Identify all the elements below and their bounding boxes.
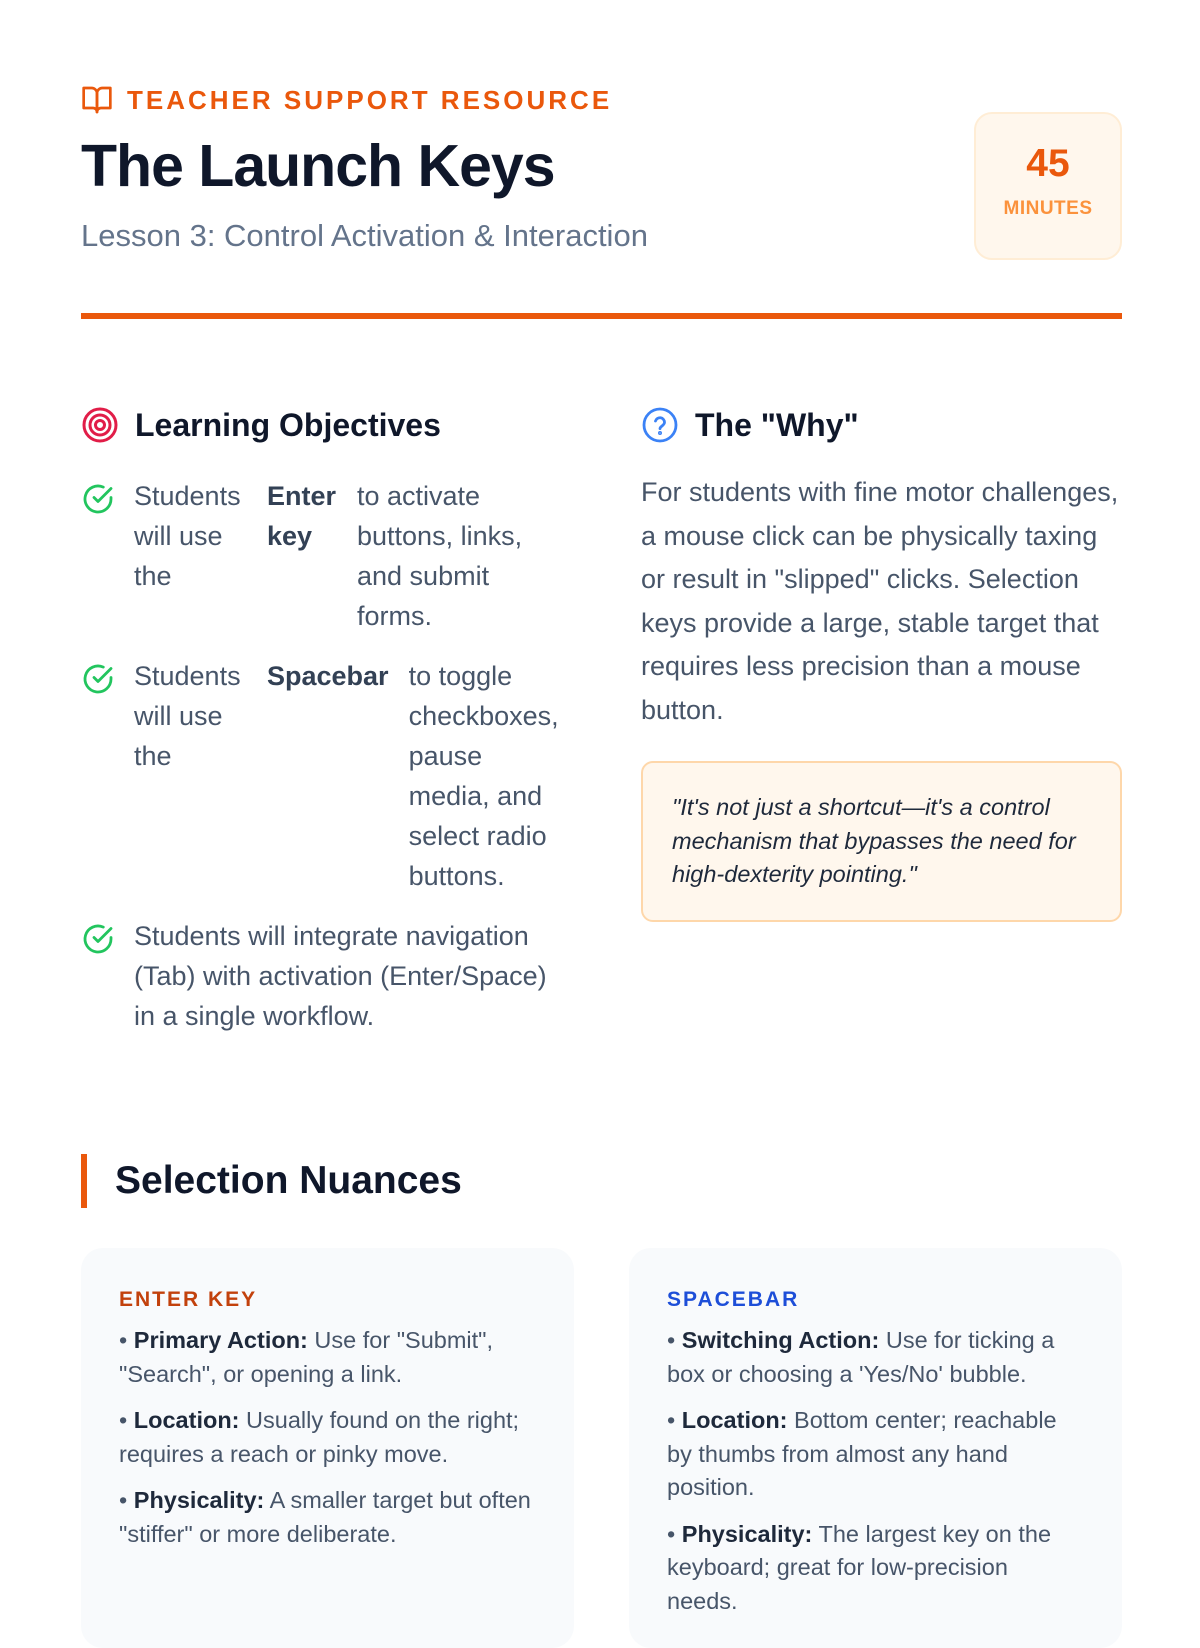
spacebar-card xyxy=(629,1248,1122,1648)
objective-text: Students will integrate navigation (Tab) with activation (Enter/Space) in a single workflow. xyxy=(134,921,547,1031)
card-item: • Location: Bottom center; reachable by thumbs from almost any hand position. xyxy=(667,1407,1057,1500)
header xyxy=(81,82,1122,253)
duration-badge xyxy=(974,112,1122,260)
card-item-text: Use for ticking a box or choosing a 'Yes/No' bubble. xyxy=(667,1327,1055,1387)
nuances-heading: Selection Nuances xyxy=(115,1159,462,1202)
objective-text: to activate buttons, links, and submit forms. xyxy=(357,481,523,631)
check-circle-icon xyxy=(81,922,115,956)
check-circle-icon xyxy=(81,662,115,696)
card-item-text: Use for "Submit", "Search", or opening a link. xyxy=(119,1327,494,1387)
objectives-heading: Learning Objectives xyxy=(135,406,441,443)
question-circle-icon xyxy=(641,406,679,444)
card-title: ENTER KEY xyxy=(119,1288,258,1311)
card-item: • Location: Usually found on the right; requires a reach or pinky move. xyxy=(119,1407,520,1467)
target-icon xyxy=(81,406,119,444)
why-heading-row xyxy=(641,400,1122,450)
duration-value: 45 xyxy=(1026,142,1070,185)
card-item-label: Physicality: xyxy=(133,1487,265,1513)
section-accent-bar xyxy=(81,1154,87,1208)
eyebrow-label: TEACHER SUPPORT RESOURCE xyxy=(127,84,613,115)
card-item-label: Switching Action: xyxy=(681,1327,880,1353)
header-divider xyxy=(81,313,1122,319)
card-title: SPACEBAR xyxy=(667,1288,800,1311)
enter-key-card xyxy=(81,1248,574,1648)
card-item-text: Bottom center; reachable by thumbs from almost any hand position. xyxy=(667,1407,1057,1500)
card-item-text: Usually found on the right; requires a reach or pinky move. xyxy=(119,1407,520,1467)
eyebrow xyxy=(81,82,1122,118)
why-body: For students with fine motor challenges, a mouse click can be physically taxing or result in "slipped" clicks. Selection keys provide a large, stable target that requires less precision than a mouse button. xyxy=(641,477,1119,725)
why-heading: The "Why" xyxy=(695,406,859,443)
card-item: • Primary Action: Use for "Submit", "Search", or opening a link. xyxy=(119,1327,494,1387)
book-open-icon xyxy=(81,85,113,115)
objective-item xyxy=(81,476,581,636)
card-item: • Physicality: A smaller target but often "stiffer" or more deliberate. xyxy=(119,1487,531,1547)
objectives-list xyxy=(81,476,581,1036)
objective-item xyxy=(81,916,581,1036)
check-circle-icon xyxy=(81,482,115,516)
objective-item xyxy=(81,656,581,896)
duration-unit: MINUTES xyxy=(1003,198,1093,219)
objectives-heading-row xyxy=(81,400,581,450)
objective-text: Students will use the xyxy=(134,661,241,771)
page-title: The Launch Keys xyxy=(81,133,555,199)
card-item-label: Location: xyxy=(133,1407,240,1433)
objective-key: Spacebar xyxy=(267,661,389,691)
why-section xyxy=(641,400,1122,922)
objective-key: Enter key xyxy=(267,481,337,551)
card-item-text: The largest key on the keyboard; great for low-precision needs. xyxy=(667,1520,1052,1614)
pull-quote: "It's not just a shortcut—it's a control mechanism that bypasses the need for high-dexterity pointing." xyxy=(641,761,1122,922)
card-item: • Switching Action: Use for ticking a box or choosing a 'Yes/No' bubble. xyxy=(667,1327,1055,1387)
card-item-text: A smaller target but often "stiffer" or more deliberate. xyxy=(119,1487,531,1547)
card-item-label: Primary Action: xyxy=(133,1327,308,1353)
objective-text: Students will use the xyxy=(134,481,241,591)
learning-objectives xyxy=(81,400,581,1056)
page-subtitle: Lesson 3: Control Activation & Interaction xyxy=(81,218,648,253)
card-item-label: Physicality: xyxy=(681,1520,813,1547)
card-item-label: Location: xyxy=(681,1407,788,1433)
objective-text: to toggle checkboxes, pause media, and select radio buttons. xyxy=(408,661,559,891)
nuances-heading-row xyxy=(81,1154,462,1208)
card-item: • Physicality: The largest key on the keyboard; great for low-precision needs. xyxy=(667,1520,1052,1614)
